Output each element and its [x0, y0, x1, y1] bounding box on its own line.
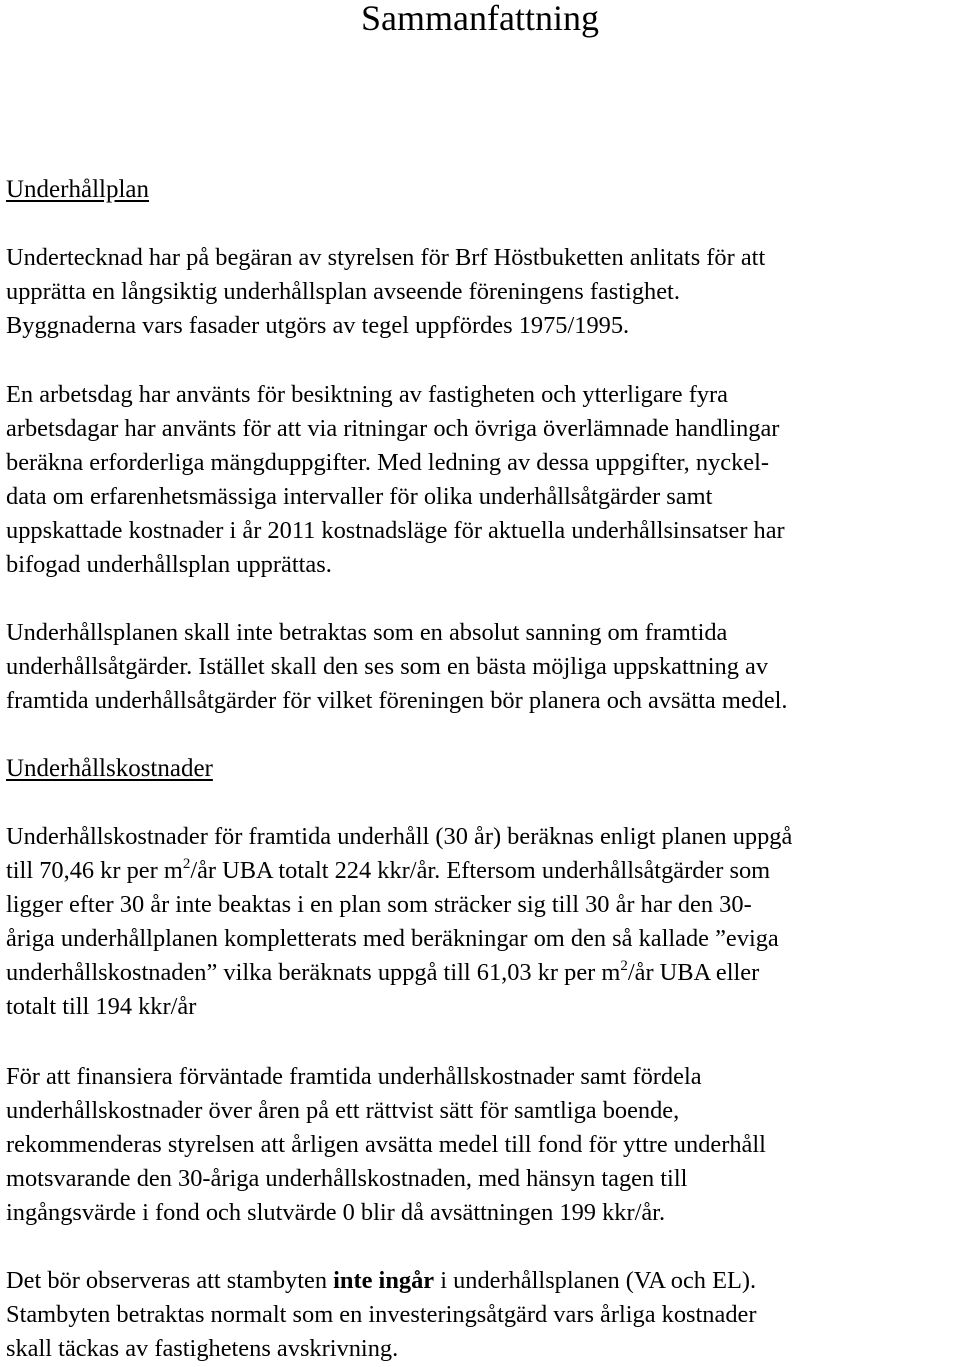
text-segment: /år UBA eller: [627, 959, 760, 986]
text-line: [6, 956, 960, 990]
text-segment: /år UBA totalt 224 kkr/år. Eftersom underhållsåtgärder som: [190, 857, 771, 884]
text-line: Underhållskostnader för framtida underhåll (30 år) beräknas enligt planen uppgå: [6, 823, 793, 850]
superscript: 2: [620, 958, 628, 974]
text-line: [6, 1264, 960, 1298]
text-line: arbetsdagar har använts för att via ritningar och övriga överlämnade handlingar: [6, 415, 780, 442]
text-line: data om erfarenhetsmässiga intervaller för olika underhållsåtgärder samt: [6, 483, 713, 510]
text-line: totalt till 194 kkr/år: [6, 993, 197, 1020]
text-line: underhållsåtgärder. Istället skall den ses som en bästa möjliga uppskattning av: [6, 653, 769, 680]
text-segment: underhållskostnaden” vilka beräknats uppgå till 61,03 kr per m: [6, 959, 621, 986]
paragraph-disclaimer: [6, 616, 960, 718]
text-line: upprätta en långsiktig underhållsplan avseende föreningens fastighet.: [6, 278, 680, 305]
text-line: beräkna erforderliga mängduppgifter. Med ledning av dessa uppgifter, nyckel-: [6, 449, 769, 476]
text-line: bifogad underhållsplan upprättas.: [6, 551, 332, 578]
bold-text: inte ingår: [333, 1267, 435, 1294]
paragraph-costs: [6, 820, 960, 1024]
text-line: underhållskostnader över åren på ett rättvist sätt för samtliga boende,: [6, 1097, 680, 1124]
text-line: Undertecknad har på begäran av styrelsen för Brf Höstbuketten anlitats för att: [6, 244, 766, 271]
page-title: Sammanfattning: [361, 0, 599, 38]
text-line: Underhållsplanen skall inte betraktas som en absolut sanning om framtida: [6, 619, 728, 646]
text-line: åriga underhållplanen kompletterats med beräkningar om den så kallade ”eviga: [6, 925, 779, 952]
section-heading-underhallskostnader: Underhållskostnader: [6, 755, 213, 782]
text-line: motsvarande den 30-åriga underhållskostnaden, med hänsyn tagen till: [6, 1165, 688, 1192]
superscript: 2: [182, 856, 191, 872]
paragraph-funding: [6, 1060, 960, 1230]
text-line: ingångsvärde i fond och slutvärde 0 blir då avsättningen 199 kkr/år.: [6, 1199, 666, 1226]
text-segment: i underhållsplanen (VA och EL).: [434, 1267, 757, 1294]
text-line: [6, 854, 960, 888]
text-line: skall täckas av fastighetens avskrivning.: [6, 1335, 399, 1362]
text-line: Byggnaderna vars fasader utgörs av tegel uppfördes 1975/1995.: [6, 312, 630, 339]
section-heading-underhallplan: Underhållplan: [6, 176, 150, 203]
text-line: En arbetsdag har använts för besiktning av fastigheten och ytterligare fyra: [6, 381, 728, 408]
paragraph-method: [6, 378, 960, 582]
text-line: framtida underhållsåtgärder för vilket föreningen bör planera och avsätta medel.: [6, 687, 788, 714]
text-segment: Det bör observeras att stambyten: [6, 1267, 334, 1294]
text-line: För att finansiera förväntade framtida underhållskostnader samt fördela: [6, 1063, 702, 1090]
text-line: ligger efter 30 år inte beaktas i en plan som sträcker sig till 30 år har den 30-: [6, 891, 752, 918]
paragraph-intro: [6, 241, 960, 343]
text-line: rekommenderas styrelsen att årligen avsätta medel till fond för yttre underhåll: [6, 1131, 766, 1158]
text-line: Stambyten betraktas normalt som en investeringsåtgärd vars årliga kostnader: [6, 1301, 757, 1328]
text-line: uppskattade kostnader i år 2011 kostnadsläge för aktuella underhållsinsatser har: [6, 517, 785, 544]
paragraph-pipe-replacement: [6, 1264, 960, 1366]
text-segment: till 70,46 kr per m: [6, 857, 183, 884]
